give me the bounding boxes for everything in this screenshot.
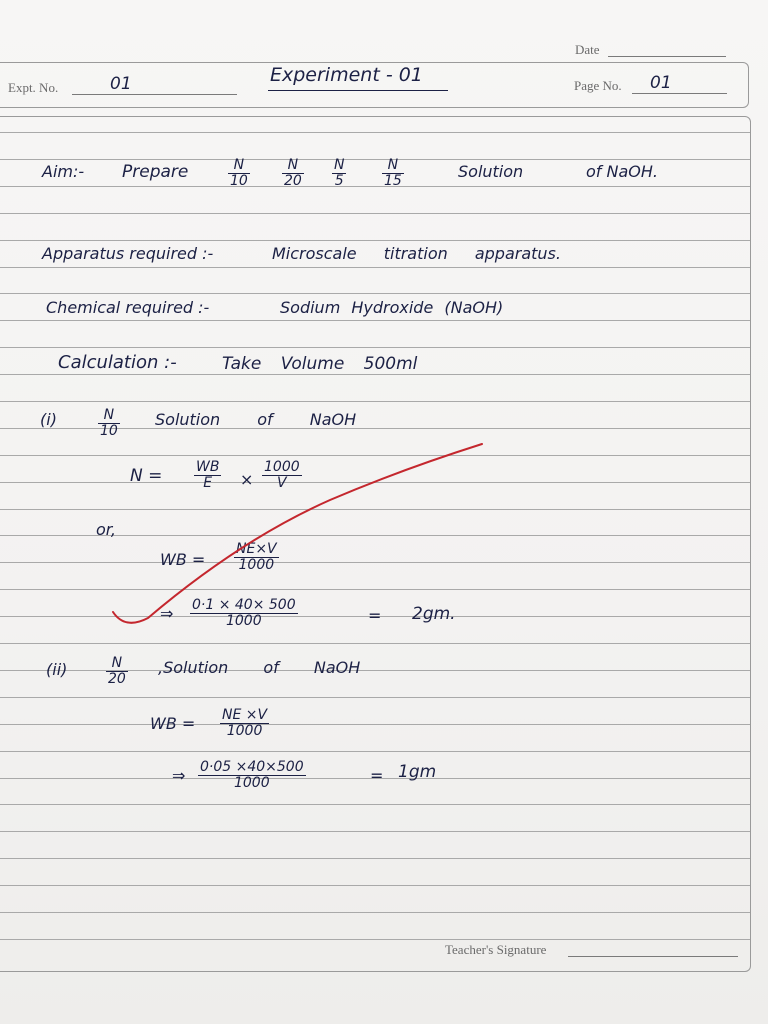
aim-fraction-1: $\frac{N}{10}$ bbox=[230, 157, 248, 189]
title-underline bbox=[268, 90, 448, 91]
part2-eq2-frac: $\frac{0\cdot 05 \times 40\times 500}{1000}$ bbox=[200, 759, 304, 791]
expt-no-label: Expt. No. bbox=[8, 80, 59, 95]
apparatus-label: Apparatus required :- bbox=[42, 244, 214, 263]
page-no-value: 01 bbox=[650, 73, 672, 93]
ruled-line bbox=[0, 186, 750, 187]
ruled-line bbox=[0, 482, 750, 483]
part1-text: Solution of NaOH bbox=[155, 410, 357, 429]
date-underline bbox=[608, 56, 726, 57]
aim-label: Aim:- bbox=[42, 162, 85, 181]
signature-underline bbox=[568, 956, 738, 957]
aim-of-naoh: of NaOH. bbox=[586, 162, 658, 181]
part1-eq2-frac: $\frac{NE\times V}{1000}$ bbox=[236, 541, 277, 573]
date-label: Date bbox=[575, 42, 600, 57]
ruled-line bbox=[0, 858, 750, 859]
ruled-line bbox=[0, 643, 750, 644]
ruled-line bbox=[0, 293, 750, 294]
part1-or: or, bbox=[96, 520, 116, 539]
ruled-line bbox=[0, 240, 750, 241]
part2-fraction: $\frac{N}{20}$ bbox=[108, 655, 126, 687]
part2-eq2-result: 1gm bbox=[398, 762, 437, 782]
part2-eq2-equals: = bbox=[370, 766, 384, 785]
calculation-label: Calculation :- bbox=[58, 352, 177, 373]
expt-no-underline bbox=[72, 94, 237, 95]
ruled-line bbox=[0, 374, 750, 375]
ruled-line bbox=[0, 562, 750, 563]
ruled-line bbox=[0, 132, 750, 133]
ruled-line bbox=[0, 939, 750, 940]
ruled-line bbox=[0, 804, 750, 805]
ruled-line bbox=[0, 912, 750, 913]
part1-eq3-equals: = bbox=[368, 606, 382, 625]
part1-eq2-lhs: WB = bbox=[160, 550, 206, 569]
part2-eq1-frac: $\frac{NE \times V}{1000}$ bbox=[222, 707, 268, 739]
part1-eq1-times: × bbox=[240, 470, 254, 489]
ruled-line bbox=[0, 347, 750, 348]
ruled-line bbox=[0, 724, 750, 725]
expt-no-value: 01 bbox=[110, 74, 132, 94]
aim-solution: Solution bbox=[458, 162, 524, 181]
part2-eq1-lhs: WB = bbox=[150, 714, 196, 733]
part2-number: (ii) bbox=[46, 660, 68, 679]
ruled-line bbox=[0, 831, 750, 832]
aim-prepare: Prepare bbox=[122, 162, 189, 182]
part1-eq1-lhs: N = bbox=[130, 466, 163, 486]
ruled-line bbox=[0, 589, 750, 590]
aim-fraction-3: $\frac{N}{5}$ bbox=[334, 157, 345, 189]
ruled-line bbox=[0, 159, 750, 160]
ruled-line bbox=[0, 401, 750, 402]
aim-fraction-4: $\frac{N}{15}$ bbox=[384, 157, 402, 189]
part1-eq1-frac1: $\frac{WB}{E}$ bbox=[196, 459, 220, 491]
apparatus-value: Microscale titration apparatus. bbox=[272, 244, 561, 263]
ruled-line bbox=[0, 509, 750, 510]
part1-eq3-frac: $\frac{0\cdot 1 \times 40\times 500}{1000}$ bbox=[192, 597, 296, 629]
part2-text: ,Solution of NaOH bbox=[158, 658, 361, 677]
part1-eq3-arrow: ⇒ bbox=[160, 604, 174, 623]
ruled-line bbox=[0, 320, 750, 321]
part1-eq1-frac2: $\frac{1000}{V}$ bbox=[264, 459, 300, 491]
page-no-label: Page No. bbox=[574, 78, 622, 93]
ruled-line bbox=[0, 697, 750, 698]
ruled-line bbox=[0, 455, 750, 456]
ruled-line bbox=[0, 751, 750, 752]
aim-fraction-2: $\frac{N}{20}$ bbox=[284, 157, 302, 189]
ruled-line bbox=[0, 213, 750, 214]
chemical-value: Sodium Hydroxide (NaOH) bbox=[280, 298, 504, 317]
ruled-line bbox=[0, 885, 750, 886]
ruled-line bbox=[0, 267, 750, 268]
calculation-value: Take Volume 500ml bbox=[222, 354, 418, 374]
part1-fraction: $\frac{N}{10}$ bbox=[100, 407, 118, 439]
part2-eq2-arrow: ⇒ bbox=[172, 766, 186, 785]
teacher-signature-label: Teacher's Signature bbox=[445, 942, 547, 957]
chemical-label: Chemical required :- bbox=[46, 298, 210, 317]
experiment-title: Experiment - 01 bbox=[270, 64, 423, 86]
part1-eq3-result: 2gm. bbox=[412, 604, 456, 624]
part1-number: (i) bbox=[40, 410, 57, 429]
page-no-underline bbox=[632, 93, 727, 94]
